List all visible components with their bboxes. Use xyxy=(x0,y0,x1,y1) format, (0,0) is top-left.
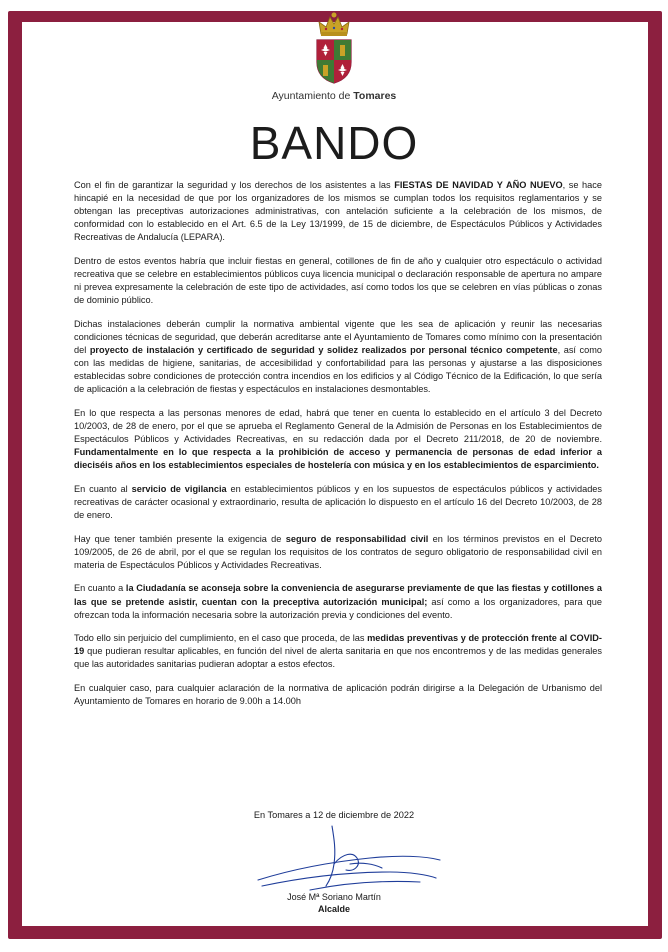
emphasis-text: proyecto de instalación y certificado de seguridad y solidez realizados por personal técnico competente xyxy=(89,345,558,356)
paragraph-text: Dentro de estos eventos habría que incluir fiestas en general, cotillones de fin de año y cualquier otro espectáculo o actividad recreativa que se celebre en establecimientos públicos cuya licencia municipal o declaración responsable de apertura no ampare ni prevea expresamente la celebración de este tipo de actividades, así como todos los que se celebren en vías públicas o zonas de dominio público. xyxy=(74,255,602,306)
council-name: Ayuntamiento de Tomares xyxy=(271,90,397,102)
body-paragraph xyxy=(74,632,602,671)
body-paragraph xyxy=(74,318,602,397)
paragraph-text: En cualquier caso, para cualquier aclaración de la normativa de aplicación podrán dirigirse a la Delegación de Urbanismo del Ayuntamiento de Tomares en horario de 9.00h a 14.00h xyxy=(74,683,602,707)
paragraph-text: Con el fin de garantizar la seguridad y los derechos de los asistentes a las xyxy=(74,180,395,190)
body-paragraph xyxy=(74,483,602,522)
date-line: En Tomares a 12 de diciembre de 2022 xyxy=(253,810,415,820)
emphasis-text: Fundamentalmente en lo que respecta a la prohibición de acceso y permanencia de personas de edad inferior a dieciséis años en los establecimientos especiales de hostelería con música y en los establecimientos de esparcimiento. xyxy=(74,447,602,471)
page-title: BANDO xyxy=(249,117,419,169)
bando-body xyxy=(74,179,602,719)
paragraph-text: así como a los organizadores, para que ofrezcan toda la información necesaria sobre la autorización previa y condiciones del evento. xyxy=(74,596,602,620)
paragraph-text: , así como con las medidas de higiene, sanitarias, de accesibilidad y confortabilidad para las personas y ajustarse a las disposiciones establecidas sobre condiciones de protección contra incendios en los edificios y al Código Técnico de la Edificación, lo que sería de aplicación a la celebración de fiestas y espectáculos en instalaciones desmontables. xyxy=(74,345,602,395)
emphasis-text: la Ciudadanía se aconseja sobre la conveniencia de asegurarse previamente de que las fiestas y cotillones a las que se pretende asistir, cuentan con la preceptiva autorización municipal; xyxy=(74,583,603,607)
paragraph-text: Todo ello sin perjuicio del cumplimiento, en el caso que proceda, de las xyxy=(74,633,368,644)
coat-of-arms-icon xyxy=(313,8,355,84)
body-paragraph xyxy=(74,179,602,244)
signer-role: Alcalde xyxy=(317,903,350,914)
paragraph-text: , se hace hincapié en la necesidad de que por los organizadores de los mismos se cumplan todos los requisitos reglamentarios y se obtengan las preceptivas autorizaciones administrativas, con antelación suficiente a la celebración de los mismos, de conformidad con lo establecido en el Art. 6.5 de la Ley 13/1999, de 15 de diciembre, de Espectáculos Públicos y Actividades Recreativas de Andalucía (LEPARA). xyxy=(74,180,602,243)
body-paragraph xyxy=(74,533,602,572)
emphasis-text: FIESTAS DE NAVIDAD Y AÑO NUEVO xyxy=(394,180,563,190)
signer-name: José Mª Soriano Martín xyxy=(287,892,381,902)
handwritten-signature-icon xyxy=(250,820,445,898)
paragraph-text: En lo que respecta a las personas menores de edad, habrá que tener en cuenta lo establecido en el artículo 3 del Decreto 10/2003, de 28 de enero, por el que se aprueba el Reglamento General de la Admisión de Personas en los Establecimientos de Espectáculos Públicos y Actividades Recreativas, en su redacción dada por el Decreto 211/2018, de 20 de noviembre. xyxy=(74,407,602,445)
body-paragraph xyxy=(74,407,602,472)
emphasis-text: seguro de responsabilidad civil xyxy=(285,533,429,544)
paragraph-text: En cuanto al xyxy=(74,483,132,494)
paragraph-text: en los términos previstos en el Decreto 109/2005, de 26 de abril, por el que se regulan los requisitos de los contratos de seguro obligatorio de responsabilidad civil en materia de Espectáculos Públicos y Actividades Recreativas. xyxy=(74,533,603,570)
paragraph-text: en establecimientos públicos y en los supuestos de espectáculos públicos y actividades recreativas de carácter ocasional y extraordinario, resulta de aplicación lo dispuesto en el artículo 16 del Decreto 10/2003, de 28 de enero. xyxy=(74,483,603,521)
emphasis-text: servicio de vigilancia xyxy=(131,483,227,494)
body-paragraph xyxy=(74,582,602,621)
signer-block xyxy=(0,892,668,915)
body-paragraph xyxy=(74,255,602,307)
body-paragraph xyxy=(74,682,602,708)
paragraph-text: Dichas instalaciones deberán cumplir la normativa ambiental vigente que les sea de aplicación y reunir las necesarias condiciones técnicas de seguridad, que deberán acreditarse ante el Ayuntamiento de Tomares como mínimo con la presentación del xyxy=(74,318,602,356)
paragraph-text: que pudieran resultar aplicables, en función del nivel de alerta sanitaria en que nos encontremos y de las medidas generales que las autoridades sanitarias pudieran adoptar a estos efectos. xyxy=(74,646,602,670)
emphasis-text: medidas preventivas y de protección frente al COVID- 19 xyxy=(74,633,602,657)
paragraph-text: Hay que tener también presente la exigencia de xyxy=(74,533,286,544)
paragraph-text: En cuanto a xyxy=(74,583,126,594)
